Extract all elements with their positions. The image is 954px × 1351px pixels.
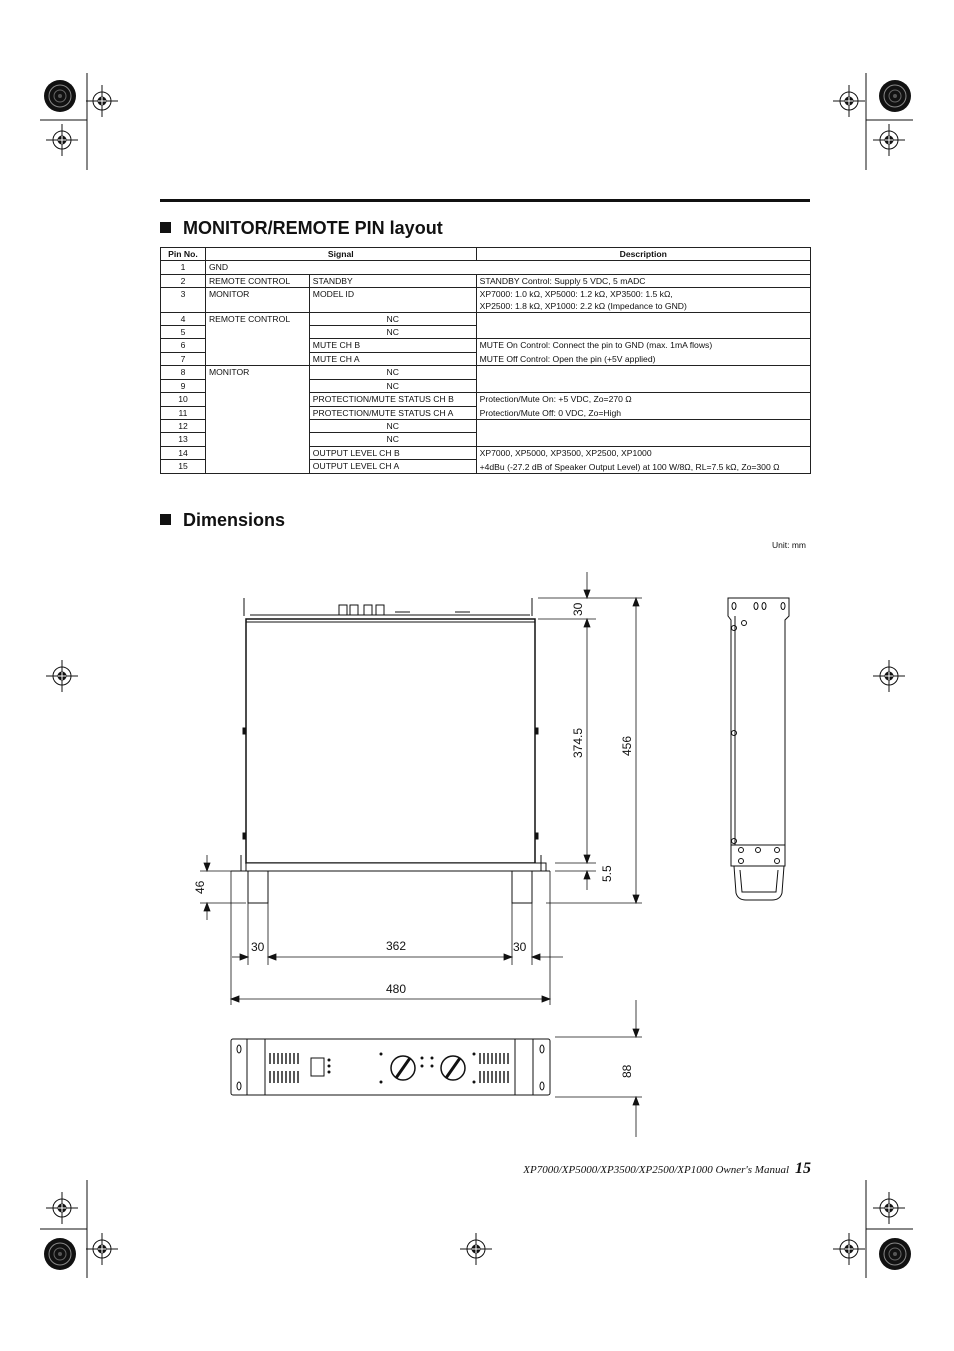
signal-group-cell: GND <box>205 261 810 274</box>
pin-layout-heading: MONITOR/REMOTE PIN layout <box>160 218 443 239</box>
dim-right-margin: 30 <box>513 940 527 954</box>
registration-mark-icon <box>873 124 905 156</box>
signal-cell: NC <box>309 326 476 339</box>
table-row <box>161 261 811 274</box>
registration-mark-icon <box>833 85 865 117</box>
description-cell <box>476 393 810 420</box>
signal-cell: NC <box>309 420 476 433</box>
signal-cell: NC <box>309 312 476 325</box>
registration-mark-icon <box>86 1233 118 1265</box>
description-cell <box>476 366 810 393</box>
pin-layout-table <box>160 247 811 474</box>
table-header-row <box>161 248 811 261</box>
pin-cell: 5 <box>161 326 206 339</box>
square-bullet-icon <box>160 514 171 525</box>
section-rule <box>160 199 810 202</box>
signal-cell: PROTECTION/MUTE STATUS CH A <box>309 406 476 420</box>
pin-cell: 1 <box>161 261 206 274</box>
signal-group-cell: REMOTE CONTROL <box>205 312 309 366</box>
dim-total-width: 480 <box>386 982 407 996</box>
description-line: +4dBu (-27.2 dB of Speaker Output Level) at 100 W/8Ω, RL=7.5 kΩ, Zo=300 Ω <box>479 461 780 472</box>
registration-mark-icon <box>86 85 118 117</box>
registration-mark-icon <box>46 660 78 692</box>
description-cell <box>476 339 810 366</box>
dim-front-gap: 5.5 <box>600 865 614 882</box>
signal-cell: MUTE CH B <box>309 339 476 353</box>
pin-cell: 2 <box>161 274 206 287</box>
registration-mark-icon <box>873 1192 905 1224</box>
top-view-drawing <box>231 598 550 903</box>
table-row <box>161 274 811 287</box>
dim-depth-body: 374.5 <box>571 727 585 758</box>
signal-group-cell: MONITOR <box>205 287 309 312</box>
table-row <box>161 287 811 312</box>
dimension-lines <box>200 572 642 1137</box>
pin-cell: 13 <box>161 433 206 446</box>
registration-mark-icon <box>46 124 78 156</box>
pin-cell: 12 <box>161 420 206 433</box>
pin-cell: 15 <box>161 460 206 474</box>
star-target-icon <box>879 80 911 112</box>
pin-cell: 4 <box>161 312 206 325</box>
description-cell <box>476 312 810 339</box>
description-line: XP7000: 1.0 kΩ, XP5000: 1.2 kΩ, XP3500: 1.5 kΩ, <box>479 288 673 299</box>
description-line: XP2500: 1.8 kΩ, XP1000: 2.2 kΩ (Impedance to GND) <box>479 300 687 311</box>
signal-cell: NC <box>309 433 476 446</box>
table-row <box>161 366 811 379</box>
signal-cell: MUTE CH A <box>309 352 476 366</box>
pin-cell: 7 <box>161 352 206 366</box>
signal-cell: NC <box>309 366 476 379</box>
table-header: Description <box>476 248 810 261</box>
registration-mark-icon <box>460 1233 492 1265</box>
signal-group-cell: MONITOR <box>205 366 309 473</box>
pin-cell: 8 <box>161 366 206 379</box>
pin-cell: 9 <box>161 379 206 392</box>
pin-cell: 6 <box>161 339 206 353</box>
table-header: Signal <box>205 248 476 261</box>
description-line: Protection/Mute On: +5 VDC, Zo=270 Ω <box>479 394 632 405</box>
dim-handle-depth: 46 <box>193 880 207 894</box>
dimensions-heading: Dimensions <box>160 510 285 531</box>
pin-cell: 10 <box>161 393 206 407</box>
description-cell <box>476 287 810 312</box>
description-cell <box>476 420 810 447</box>
manual-title: XP7000/XP5000/XP3500/XP2500/XP1000 Owner's Manual <box>523 1164 789 1176</box>
description-line: MUTE Off Control: Open the pin (+5V applied) <box>479 354 656 365</box>
square-bullet-icon <box>160 222 171 233</box>
description-line: Protection/Mute Off: 0 VDC, Zo=High <box>479 408 622 419</box>
page-number: 15 <box>795 1160 811 1177</box>
registration-mark-icon <box>46 1192 78 1224</box>
dim-height: 88 <box>620 1064 634 1078</box>
star-target-icon <box>44 1238 76 1270</box>
description-line: MUTE On Control: Connect the pin to GND (max. 1mA flows) <box>479 340 713 351</box>
description-cell <box>476 446 810 473</box>
description-cell: STANDBY Control: Supply 5 VDC, 5 mADC <box>476 274 810 287</box>
table-row <box>161 312 811 325</box>
star-target-icon <box>879 1238 911 1270</box>
page-footer <box>523 1160 811 1178</box>
dim-inner-width: 362 <box>386 939 407 953</box>
signal-cell: OUTPUT LEVEL CH A <box>309 460 476 474</box>
side-view-drawing <box>728 598 789 900</box>
pin-cell: 11 <box>161 406 206 420</box>
signal-cell: STANDBY <box>309 274 476 287</box>
pin-cell: 14 <box>161 446 206 460</box>
dim-left-margin: 30 <box>251 940 265 954</box>
table-header: Pin No. <box>161 248 206 261</box>
dim-top-offset: 30 <box>571 602 585 616</box>
star-target-icon <box>44 80 76 112</box>
dim-depth-total: 456 <box>620 735 634 756</box>
signal-group-cell: REMOTE CONTROL <box>205 274 309 287</box>
registration-mark-icon <box>873 660 905 692</box>
pin-cell: 3 <box>161 287 206 312</box>
signal-cell: MODEL ID <box>309 287 476 312</box>
front-view-drawing <box>231 1039 550 1095</box>
signal-cell: OUTPUT LEVEL CH B <box>309 446 476 460</box>
description-line: XP7000, XP5000, XP3500, XP2500, XP1000 <box>479 447 652 458</box>
signal-cell: PROTECTION/MUTE STATUS CH B <box>309 393 476 407</box>
registration-mark-icon <box>833 1233 865 1265</box>
signal-cell: NC <box>309 379 476 392</box>
unit-label: Unit: mm <box>772 540 806 550</box>
